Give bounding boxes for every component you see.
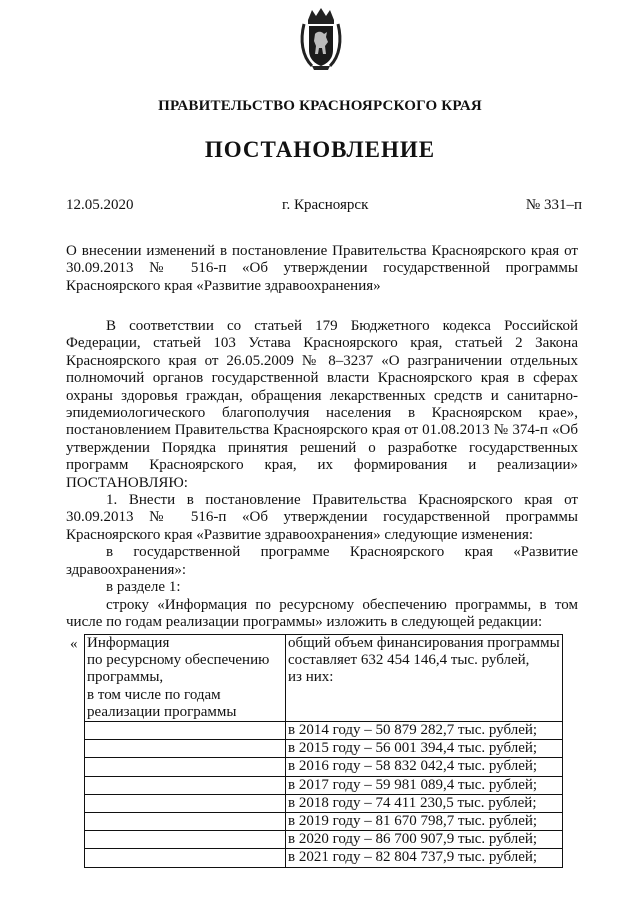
table-row bbox=[85, 813, 563, 831]
document-number: № 331–п bbox=[525, 197, 582, 213]
year-value-cell: в 2017 году – 59 981 089,4 тыс. рублей; bbox=[286, 776, 563, 794]
table-row bbox=[85, 740, 563, 758]
document-body bbox=[66, 318, 578, 631]
value-line: общий объем финансирования программы bbox=[288, 635, 560, 651]
table-label-cell bbox=[85, 635, 286, 722]
year-value-cell: в 2015 году – 56 001 394,4 тыс. рублей; bbox=[286, 740, 563, 758]
section-paragraph: в разделе 1: bbox=[106, 579, 181, 596]
table-row bbox=[85, 794, 563, 812]
label-line: в том числе по годам bbox=[87, 686, 221, 703]
label-line: программы, bbox=[87, 669, 164, 686]
table-row bbox=[85, 831, 563, 849]
row-instruction-paragraph: строку «Информация по ресурсному обеспечению программы, в том числе по годам реализации программы» изложить в следующей редакции: bbox=[66, 596, 578, 630]
label-line: реализации программы bbox=[87, 703, 237, 720]
program-paragraph: в государственной программе Красноярского края «Развитие здравоохранения»: bbox=[66, 544, 578, 578]
year-value-cell: в 2020 году – 86 700 907,9 тыс. рублей; bbox=[286, 831, 563, 849]
preamble-paragraph: В соответствии со статьей 179 Бюджетного кодекса Российской Федерации, статьей 103 Устава Красноярского края, статьей 2 Закона Красноярского края от 26.05.2009 № 8–3237 «О разграничении отдельных полномочий органов государственной власти Красноярского края в сферах охраны здоровья граждан, обращения лекарственных средств и санитарно-эпидемиологического благополучия населения в Красноярском крае», постановлением Правительства Красноярского края от 01.08.2013 № 374-п «Об утверждении Порядка принятия решений о разработке государственных программ Красноярского края, их формирования и реализации» ПОСТАНОВЛЯЮ: bbox=[66, 318, 578, 491]
document-type-title: ПОСТАНОВЛЕНИЕ bbox=[204, 137, 436, 162]
table-row bbox=[85, 758, 563, 776]
label-line: Информация bbox=[87, 635, 170, 651]
table-row bbox=[85, 635, 563, 722]
value-line: из них: bbox=[288, 669, 334, 686]
table-value-cell bbox=[286, 635, 563, 722]
coat-of-arms-emblem bbox=[298, 6, 344, 72]
table-row bbox=[85, 776, 563, 794]
opening-quote-mark: « bbox=[70, 636, 78, 652]
label-line: по ресурсному обеспечению bbox=[87, 652, 270, 669]
organization-title: ПРАВИТЕЛЬСТВО КРАСНОЯРСКОГО КРАЯ bbox=[158, 98, 482, 114]
year-value-cell: в 2014 году – 50 879 282,7 тыс. рублей; bbox=[286, 722, 563, 740]
funding-table bbox=[84, 634, 563, 868]
value-line: составляет 632 454 146,4 тыс. рублей, bbox=[288, 652, 530, 669]
document-date: 12.05.2020 bbox=[66, 197, 134, 213]
year-value-cell: в 2019 году – 81 670 798,7 тыс. рублей; bbox=[286, 813, 563, 831]
document-subject: О внесении изменений в постановление Правительства Красноярского края от 30.09.2013 № 516-п «Об утверждении государственной программы Красноярского края «Развитие здравоохранения» bbox=[66, 243, 578, 294]
year-value-cell: в 2016 году – 58 832 042,4 тыс. рублей; bbox=[286, 758, 563, 776]
table-row bbox=[85, 849, 563, 867]
table-row bbox=[85, 722, 563, 740]
year-value-cell: в 2018 году – 74 411 230,5 тыс. рублей; bbox=[286, 794, 563, 812]
document-city: г. Красноярск bbox=[282, 197, 369, 213]
year-value-cell: в 2021 году – 82 804 737,9 тыс. рублей; bbox=[286, 849, 563, 867]
clause-1-paragraph: 1. Внести в постановление Правительства Красноярского края от 30.09.2013 № 516-п «Об утверждении государственной программы Красноярского края «Развитие здравоохранения» следующие изменения: bbox=[66, 492, 578, 543]
